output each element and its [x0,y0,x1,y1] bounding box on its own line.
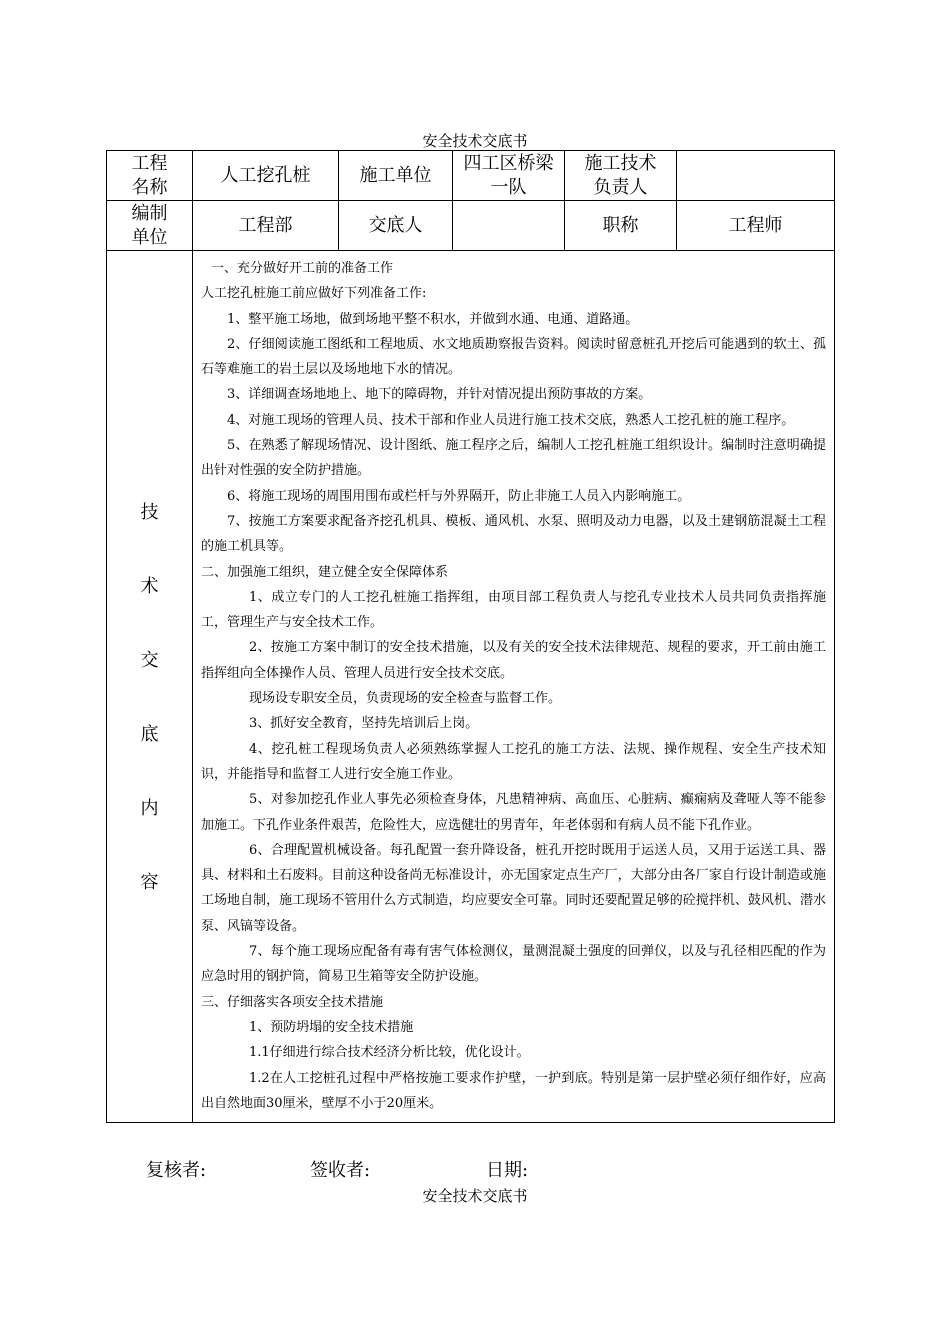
tech-lead-value [677,151,835,201]
position-value: 工程师 [677,201,835,251]
compiler-unit-value: 工程部 [193,201,339,251]
content-label-cell [107,251,193,1123]
date-label: 日期: [486,1160,529,1181]
content-paragraph: 2、仔细阅读施工图纸和工程地质、水文地质勘察报告资料。阅读时留意桩孔开挖后可能遇到的软土、孤石等难施工的岩土层以及场地地下水的情况。 [201,336,826,378]
content-paragraph: 三、仔细落实各项安全技术措施 [201,994,384,1010]
project-name-value: 人工挖孔桩 [193,151,339,201]
content-row [107,251,835,1123]
content-paragraph: 二、加强施工组织，建立健全安全保障体系 [201,564,449,580]
content-label: 技 术 交 底 内 容 [140,502,159,893]
signature-footer [0,1156,950,1182]
content-paragraph: 7、按施工方案要求配备齐挖孔机具、模板、通风机、水泵、照明及动力电器，以及土建钢筋混凝土工程的施工机具等。 [201,513,826,555]
next-page-title: 安全技术交底书 [422,1187,528,1205]
content-paragraph: 1.2在人工挖桩孔过程中严格按施工要求作护壁，一护到底。特别是第一层护壁必须仔细作好，应高出自然地面30厘米，壁厚不小于20厘米。 [201,1070,826,1111]
disclosure-table [106,150,835,1123]
content-paragraph: 现场设专职安全员，负责现场的安全检查与监督工作。 [249,691,562,707]
content-body [193,251,835,1123]
reviewer-label: 复核者: [146,1160,207,1181]
discloser-label: 交底人 [339,201,453,251]
content-paragraph: 3、抓好安全教育，坚持先培训后上岗。 [249,716,479,732]
construction-unit-label: 施工单位 [339,151,453,201]
content-paragraph: 5、在熟悉了解现场情况、设计图纸、施工程序之后，编制人工挖孔桩施工组织设计。编制时注意明确提出针对性强的安全防护措施。 [201,438,826,479]
content-paragraph: 3、详细调查场地地上、地下的障碍物，并针对情况提出预防事故的方案。 [227,387,652,403]
discloser-value [453,201,565,251]
content-paragraph: 一、充分做好开工前的准备工作 [211,261,394,276]
header-row-2 [107,201,835,251]
content-paragraph: 1、成立专门的人工挖孔桩施工指挥组，由项目部工程负责人与挖孔专业技术人员共同负责指挥施工，管理生产与安全技术工作。 [201,589,826,631]
compiler-unit-label: 编制单位 [107,201,193,251]
content-paragraph: 4、挖孔桩工程现场负责人必须熟练掌握人工挖孔的施工方法、法规、操作规程、安全生产技术知识，并能指导和监督工人进行安全施工作业。 [201,741,826,782]
content-paragraph: 1、整平施工场地，做到场地平整不积水，并做到水通、电通、道路通。 [227,311,639,327]
content-paragraph: 1.1仔细进行综合技术经济分析比较，优化设计。 [249,1045,530,1061]
content-paragraph: 人工挖孔桩施工前应做好下列准备工作: [201,286,427,302]
receiver-label: 签收者: [310,1160,371,1181]
tech-lead-label: 施工技术负责人 [565,151,677,201]
content-paragraph: 2、按施工方案中制订的安全技术措施，以及有关的安全技术法律规范、规程的要求，开工前由施工指挥组向全体操作人员、管理人员进行安全技术交底。 [201,640,826,681]
header-row-1 [107,151,835,201]
project-name-label: 工程名称 [107,151,193,201]
content-paragraph: 1、预防坍塌的安全技术措施 [249,1019,414,1035]
content-paragraph: 7、每个施工现场应配备有毒有害气体检测仪，量测混凝土强度的回弹仪，以及与孔径相匹配的作为应急时用的钢护筒，简易卫生箱等安全防护设施。 [201,944,826,985]
content-paragraph: 4、对施工现场的管理人员、技术干部和作业人员进行施工技术交底，熟悉人工挖孔桩的施工程序。 [227,412,795,428]
document-title: 安全技术交底书 [422,132,528,150]
construction-unit-value: 四工区桥梁一队 [453,151,565,201]
content-paragraph: 5、对参加挖孔作业人事先必须检查身体，凡患精神病、高血压、心脏病、癫痫病及聋哑人等不能参加施工。下孔作业条件艰苦，危险性大，应选健壮的男青年，年老体弱和有病人员不能下孔作业。 [201,792,826,833]
content-paragraph: 6、合理配置机械设备。每孔配置一套升降设备，桩孔开挖时既用于运送人员，又用于运送工具、器具、材料和土石废料。目前这种设备尚无标准设计，亦无国家定点生产厂，大部分由各厂家自行设计制造或施工场地自制，施工现场不管用什么方式制造，均应要安全可靠。同时还要配置足够的砼搅拌机、鼓风机、潜水泵、风镐等设备。 [201,842,826,934]
content-paragraph: 6、将施工现场的周围用围布或栏杆与外界隔开，防止非施工人员入内影响施工。 [227,488,691,504]
position-label: 职称 [565,201,677,251]
